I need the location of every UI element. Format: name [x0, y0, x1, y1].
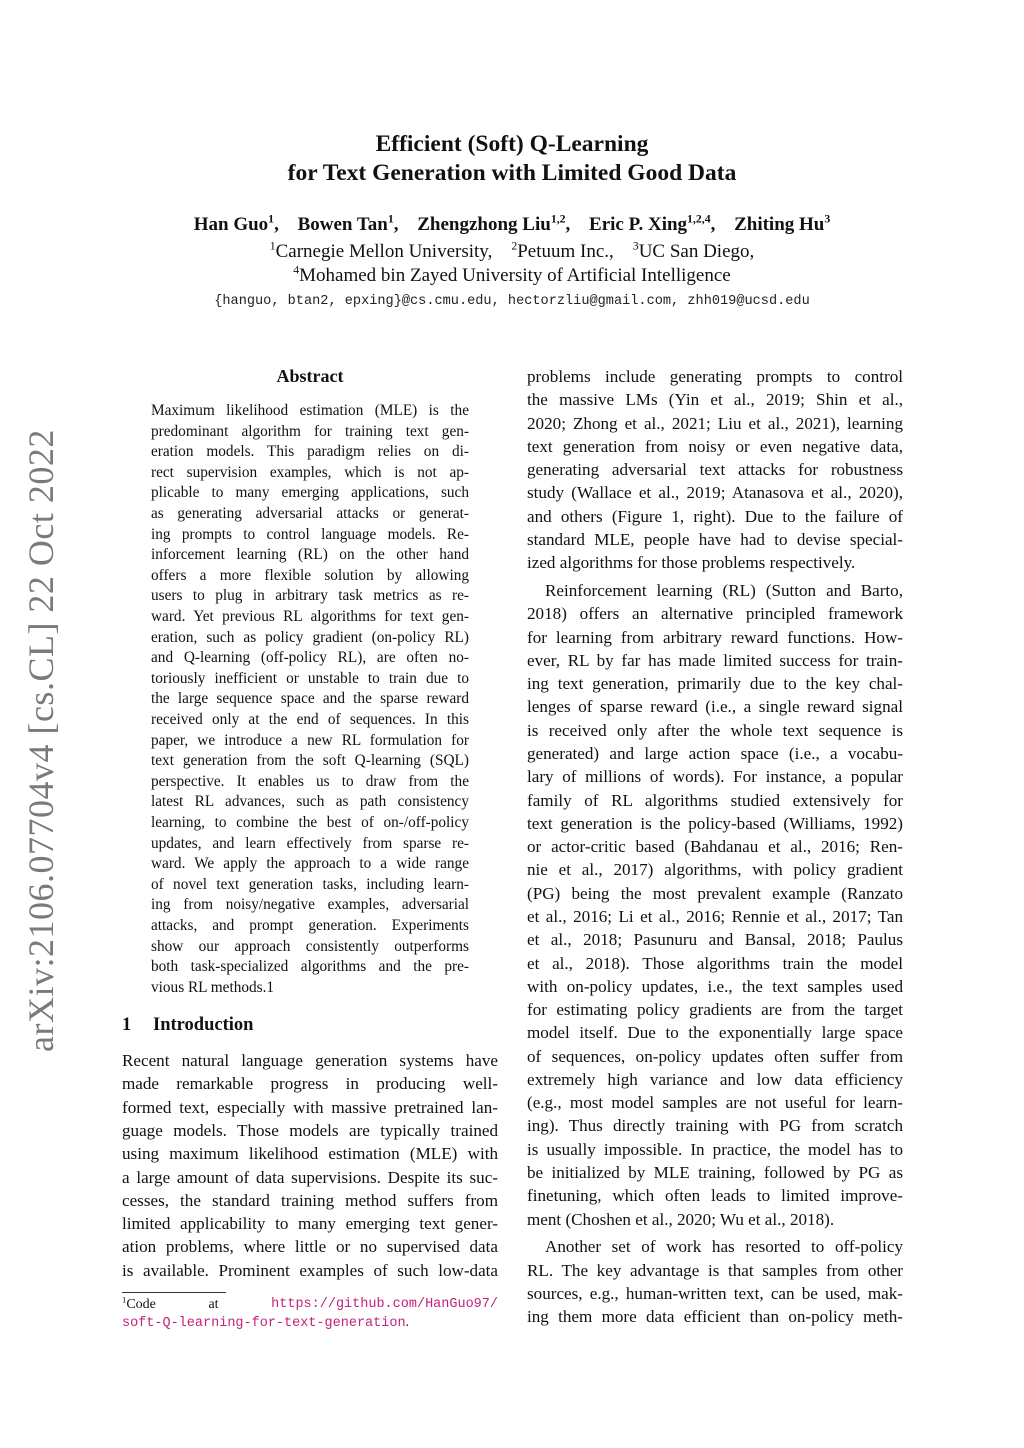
abstract-line: as generating adversarial attacks or generat- — [151, 505, 469, 522]
abstract-line: received only at the end of sequences. In this — [151, 711, 469, 728]
affiliations-line-1 — [150, 241, 874, 263]
footnote-at: at — [208, 1297, 219, 1312]
footnote-marker: 1 — [122, 1294, 127, 1305]
author-affil-marker: 3 — [824, 212, 831, 226]
intro-line: with on-policy updates, i.e., the text samples used — [527, 976, 903, 996]
affiliation: UC San Diego, — [638, 241, 755, 262]
intro-line: is usually impossible. In practice, the model has to — [527, 1139, 903, 1159]
intro-line: using maximum likelihood estimation (MLE) with — [122, 1144, 498, 1164]
intro-line: ing text generation, primarily due to the key chal- — [527, 674, 903, 694]
abstract-line: of novel text generation tasks, including learn- — [151, 875, 469, 893]
abstract-line: and Q-learning (off-policy RL), are often no- — [151, 649, 469, 667]
abstract-line: latest RL advances, such as path consistency — [151, 793, 469, 811]
affil-marker: 1 — [269, 239, 276, 253]
author-name: Han Guo — [193, 214, 269, 235]
abstract-line: perspective. It enables us to draw from the — [151, 772, 469, 790]
section-title: Introduction — [153, 1015, 254, 1035]
footnote-url-link-cont[interactable]: soft-Q-learning-for-text-generation — [122, 1316, 406, 1331]
abstract-line: eration, such as policy gradient (on-policy RL) — [151, 628, 469, 646]
intro-line: of sequences, on-policy updates often suffer from — [527, 1046, 903, 1066]
intro-line: 2020; Zhong et al., 2021; Liu et al., 2021), learning — [527, 413, 903, 433]
abstract-line: users to plug in arbitrary task metrics as re- — [151, 587, 469, 605]
abstract-line: learning, to combine the best of on-/off-policy — [151, 814, 469, 831]
abstract-line: ing prompts to control language models. Re- — [151, 525, 469, 543]
intro-line: et al., 2018). Those algorithms train the model — [527, 953, 903, 973]
footnote-url-link[interactable]: https://github.com/HanGuo97/ — [271, 1297, 498, 1312]
abstract-line: toriously inefficient or unstable to train due to — [151, 669, 469, 687]
abstract-line: the large sequence space and the sparse reward — [151, 690, 469, 708]
section-number: 1 — [122, 1015, 132, 1035]
intro-line: (PG) being the most prevalent example (Ranzato — [527, 883, 903, 903]
abstract-line: eration models. This paradigm relies on di- — [151, 443, 469, 461]
intro-line: ment (Choshen et al., 2020; Wu et al., 2018). — [527, 1209, 835, 1229]
intro-line: nie et al., 2017) algorithms, with policy gradient — [527, 860, 903, 880]
intro-line: study (Wallace et al., 2019; Atanasova et al., 2020), — [527, 483, 903, 503]
intro-line: ing). Thus directly training with PG from scratch — [527, 1116, 903, 1136]
intro-line: or actor-critic based (Bahdanau et al., 2016; Ren- — [527, 837, 903, 857]
abstract-line: plicable to many emerging applications, such — [151, 484, 469, 502]
abstract-heading: Abstract — [276, 366, 344, 386]
intro-line: formed text, especially with massive pretrained lan- — [122, 1097, 498, 1117]
abstract-line: predominant algorithm for training text gen- — [151, 422, 469, 440]
section-heading-introduction — [122, 1015, 253, 1036]
author-affil-marker: 1 — [268, 212, 275, 226]
intro-line: 2018) offers an alternative principled framework — [527, 604, 903, 624]
author-name: Eric P. Xing — [589, 214, 688, 235]
author-emails: {hanguo, btan2, epxing}@cs.cmu.edu, hectorzliu@gmail.com, zhh019@ucsd.edu — [214, 294, 810, 309]
abstract-line: text generation from the soft Q-learning (SQL) — [151, 752, 469, 770]
intro-line: lenges of sparse reward (i.e., a single reward signal — [527, 697, 903, 717]
intro-line: generated) and large action space (i.e., a vocabu- — [527, 743, 903, 763]
intro-line: a large amount of data supervisions. Despite its suc- — [122, 1167, 498, 1187]
intro-line: generating adversarial text attacks for robustness — [527, 460, 903, 480]
abstract-line: both task-specialized algorithms and the pre- — [151, 958, 469, 976]
abstract-line: ward. We apply the approach to a wide range — [151, 855, 469, 873]
abstract-line: offers a more flexible solution by allowing — [151, 566, 469, 584]
affil-marker: 2 — [511, 239, 518, 253]
intro-line: finetuning, which often leads to limited improve- — [527, 1186, 903, 1206]
intro-line: family of RL algorithms studied extensively for — [527, 790, 903, 810]
intro-line: Reinforcement learning (RL) (Sutton and Barto, — [545, 581, 903, 601]
title-line-1: Efficient (Soft) Q-Learning — [375, 131, 649, 157]
intro-line: model itself. Due to the exponentially large space — [527, 1023, 903, 1043]
affil-marker: 3 — [632, 239, 639, 253]
footnote-end: . — [405, 1315, 410, 1330]
intro-line: ever, RL by far has made limited success for train- — [527, 650, 903, 670]
intro-line: text generation is the policy-based (Williams, 1992) — [527, 813, 903, 833]
intro-line: the massive LMs (Yin et al., 2019; Shin et al., — [527, 390, 903, 410]
intro-line: ized algorithms for those problems respectively. — [527, 553, 856, 573]
affiliation: Mohamed bin Zayed University of Artificial Intelligence — [299, 265, 731, 286]
intro-line: is available. Prominent examples of such low-data — [122, 1260, 498, 1280]
author-affil-marker: 1 — [387, 212, 394, 226]
intro-line: text generation from noisy or even negative data, — [527, 436, 903, 456]
intro-line: be initialized by MLE training, followed by PG as — [527, 1163, 903, 1183]
footnote-label: Code — [126, 1297, 156, 1312]
intro-line: lary of millions of words). For instance, a popular — [527, 767, 903, 787]
intro-line: sources, e.g., human-written text, can be used, mak- — [527, 1283, 903, 1303]
intro-line: Another set of work has resorted to off-policy — [545, 1237, 903, 1257]
author-list: Han Guo$^1$, Bowen Tan$^1$, Zhengzhong Liu$^{1,2}$, Eric P. Xing$^{1,2,4}$, Zhiting Hu$^3$ — [193, 212, 831, 235]
intro-line: (e.g., most model samples are not useful for learn- — [527, 1093, 903, 1113]
intro-line: cesses, the standard training method suffers from — [122, 1190, 498, 1210]
intro-line: guage models. Those models are typically trained — [122, 1120, 498, 1140]
title-line-2: for Text Generation with Limited Good Data — [287, 160, 737, 186]
abstract-line: inforcement learning (RL) on the other hand — [151, 546, 469, 564]
intro-line: RL. The key advantage is that samples from other — [527, 1260, 903, 1280]
affiliation: Carnegie Mellon University, — [275, 241, 493, 262]
abstract-line: Maximum likelihood estimation (MLE) is the — [151, 402, 469, 419]
intro-line: ing them more data efficient than on-policy meth- — [527, 1307, 903, 1327]
abstract-line: ing from noisy/negative examples, adversarial — [151, 896, 469, 914]
abstract-line: vious RL methods.1 — [151, 978, 275, 996]
abstract-line: paper, we introduce a new RL formulation for — [151, 731, 469, 749]
author-affil-marker: 1,2 — [550, 212, 566, 226]
abstract-line: updates, and learn effectively from sparse re- — [151, 834, 469, 852]
footnote-line-2 — [122, 1315, 498, 1331]
affiliation: Petuum Inc., — [517, 241, 614, 262]
abstract-line: show our approach consistently outperforms — [151, 937, 469, 955]
intro-line: made remarkable progress in producing well- — [122, 1074, 498, 1094]
author-name: Zhiting Hu — [734, 214, 825, 235]
intro-line: Recent natural language generation systems have — [122, 1051, 498, 1070]
intro-line: et al., 2016; Li et al., 2016; Rennie et al., 2017; Tan — [527, 906, 903, 926]
arxiv-identifier: arXiv:2106.07704v4 [cs.CL] 22 Oct 2022 — [21, 429, 61, 1052]
intro-line: for learning from arbitrary reward functions. How- — [527, 627, 903, 647]
affil-marker: 4 — [293, 263, 300, 277]
intro-line: ation problems, where little or no supervised data — [122, 1237, 498, 1257]
paper-title — [150, 130, 874, 188]
intro-line: and others (Figure 1, right). Due to the failure of — [527, 506, 903, 526]
intro-line: extremely high variance and low data efficiency — [527, 1069, 903, 1089]
abstract-line: rect supervision examples, which is not ap- — [151, 463, 469, 481]
intro-line: for estimating policy gradients are from the target — [527, 1000, 903, 1020]
intro-line: is received only after the whole text sequence is — [527, 720, 903, 740]
author-affil-marker: 1,2,4 — [687, 212, 711, 226]
author-name: Zhengzhong Liu — [417, 214, 551, 235]
intro-line: standard MLE, people have had to devise special- — [527, 529, 903, 549]
abstract-line: attacks, and prompt generation. Experiments — [151, 917, 469, 934]
affiliations-line-2 — [150, 265, 874, 287]
author-name: Bowen Tan — [297, 214, 388, 235]
intro-line: limited applicability to many emerging text gener- — [122, 1214, 498, 1234]
intro-line: et al., 2018; Pasunuru and Bansal, 2018; Paulus — [527, 930, 903, 950]
footnote-divider — [122, 1292, 226, 1293]
footnote-line-1 — [122, 1294, 498, 1313]
abstract-line: ward. Yet previous RL algorithms for text gen- — [151, 608, 469, 625]
intro-line: problems include generating prompts to control — [527, 367, 903, 386]
